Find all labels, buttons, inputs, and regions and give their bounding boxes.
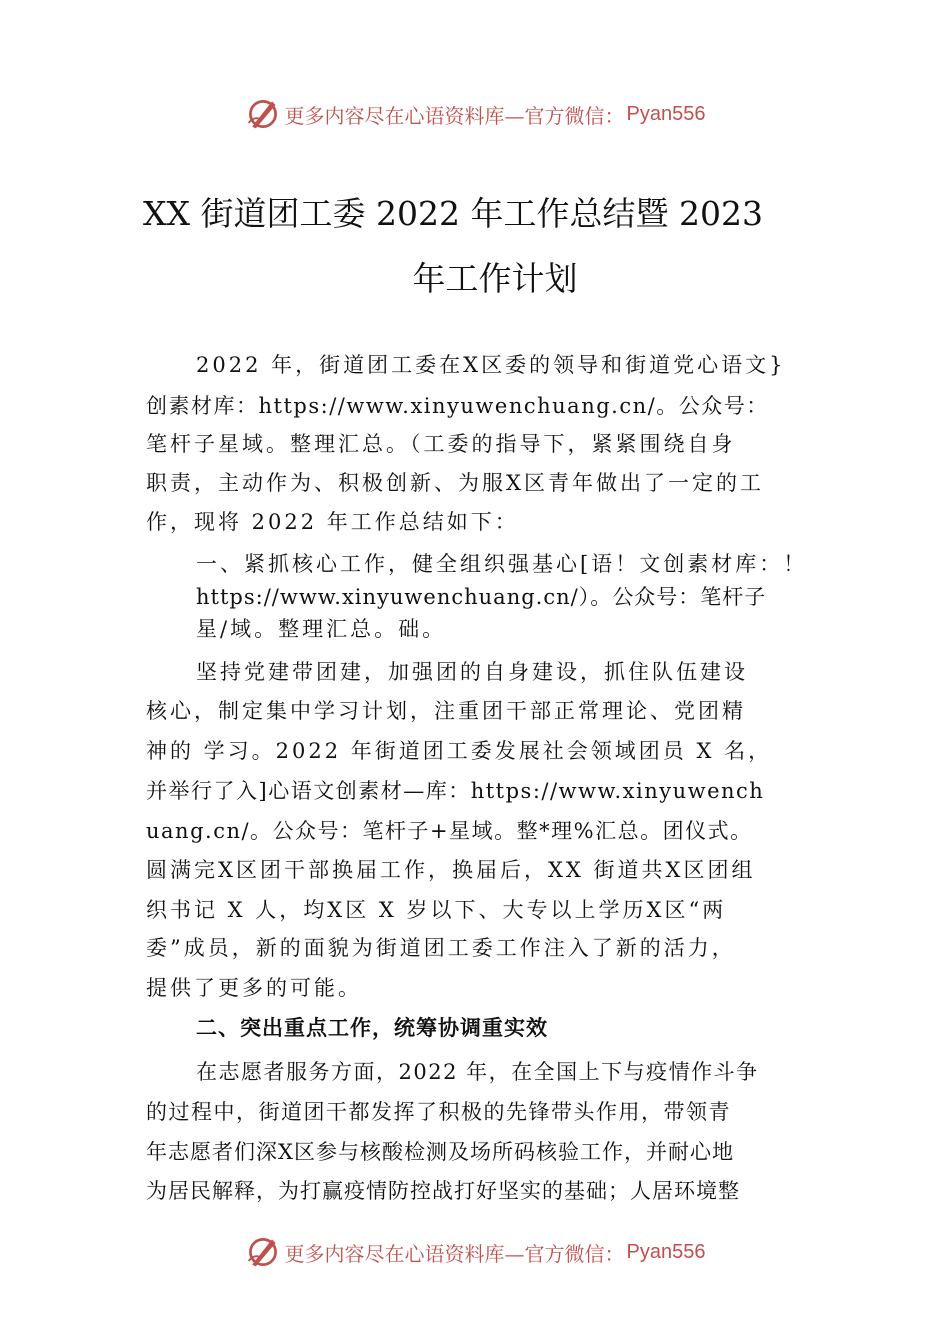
body-line: 神的 学习。2022 年街道团工委发展社会领域团员 X 名，: [146, 739, 773, 763]
body-line: 职责，主动作为、积极创新、为服X区青年做出了一定的工: [146, 471, 764, 495]
watermark-wechat-id: Pyan556: [626, 102, 706, 125]
body-line: https://www.xinyuwenchuang.cn/）。公众号：笔杆子: [196, 585, 767, 609]
watermark-wechat-id: Pyan556: [626, 1240, 706, 1263]
body-line: 织书记 X 人，均X区 X 岁以下、大专以上学历X区“两: [146, 898, 727, 922]
body-line: 星/域。整理汇总。础。: [196, 617, 447, 641]
body-line: 作，现将 2022 年工作总结如下：: [146, 510, 519, 534]
quill-logo-icon: [245, 96, 281, 132]
section-heading-2: 二、突出重点工作，统筹协调重实效: [196, 1016, 548, 1040]
document-title-line-2: 年工作计划: [412, 259, 578, 298]
watermark-text: 更多内容尽在心语资料库—官方微信：: [284, 1241, 625, 1266]
document-title-line-1: XX 街道团工委 2022 年工作总结暨 2023: [143, 194, 763, 233]
body-line: 并举行了入]心语文创素材—库：https://www.xinyuwench: [146, 779, 765, 803]
body-line: 委”成员，新的面貌为街道团工委工作注入了新的活力，: [146, 936, 736, 960]
body-line: 坚持党建带团建，加强团的自身建设，抓住队伍建设: [196, 660, 748, 684]
body-line: 年志愿者们深X区参与核酸检测及场所码核验工作，并耐心地: [146, 1140, 734, 1164]
body-line: 提供了更多的可能。: [146, 976, 362, 1000]
body-line: 2022 年，街道团工委在X区委的领导和街道党心语文}: [196, 353, 786, 377]
footer-watermark: [0, 1234, 950, 1270]
body-line: 核心，制定集中学习计划，注重团干部正常理论、党团精: [146, 699, 746, 723]
quill-logo-icon: [245, 1234, 281, 1270]
body-line: 的过程中，街道团干都发挥了积极的先锋带头作用，带领青: [146, 1100, 731, 1124]
header-watermark: [0, 96, 950, 132]
section-heading-1: 一、紧抓核心工作，健全组织强基心[语！文创素材库：！: [196, 552, 808, 576]
body-line: 圆满完X区团干部换届工作，换届后，XX 街道共X区团组: [146, 858, 756, 882]
body-line: 为居民解释，为打赢疫情防控战打好坚实的基础；人居环境整: [146, 1179, 740, 1203]
body-line: 创素材库：https://www.xinyuwenchuang.cn/。公众号：: [146, 394, 769, 418]
watermark-text: 更多内容尽在心语资料库—官方微信：: [284, 103, 625, 128]
body-line: 笔杆子星域。整理汇总。（工委的指导下，紧紧围绕自身: [146, 432, 736, 456]
body-line: uang.cn/。公众号：笔杆子+星域。整*理%汇总。团仪式。: [146, 819, 753, 843]
body-line: 在志愿者服务方面，2022 年，在全国上下与疫情作斗争: [196, 1060, 759, 1084]
